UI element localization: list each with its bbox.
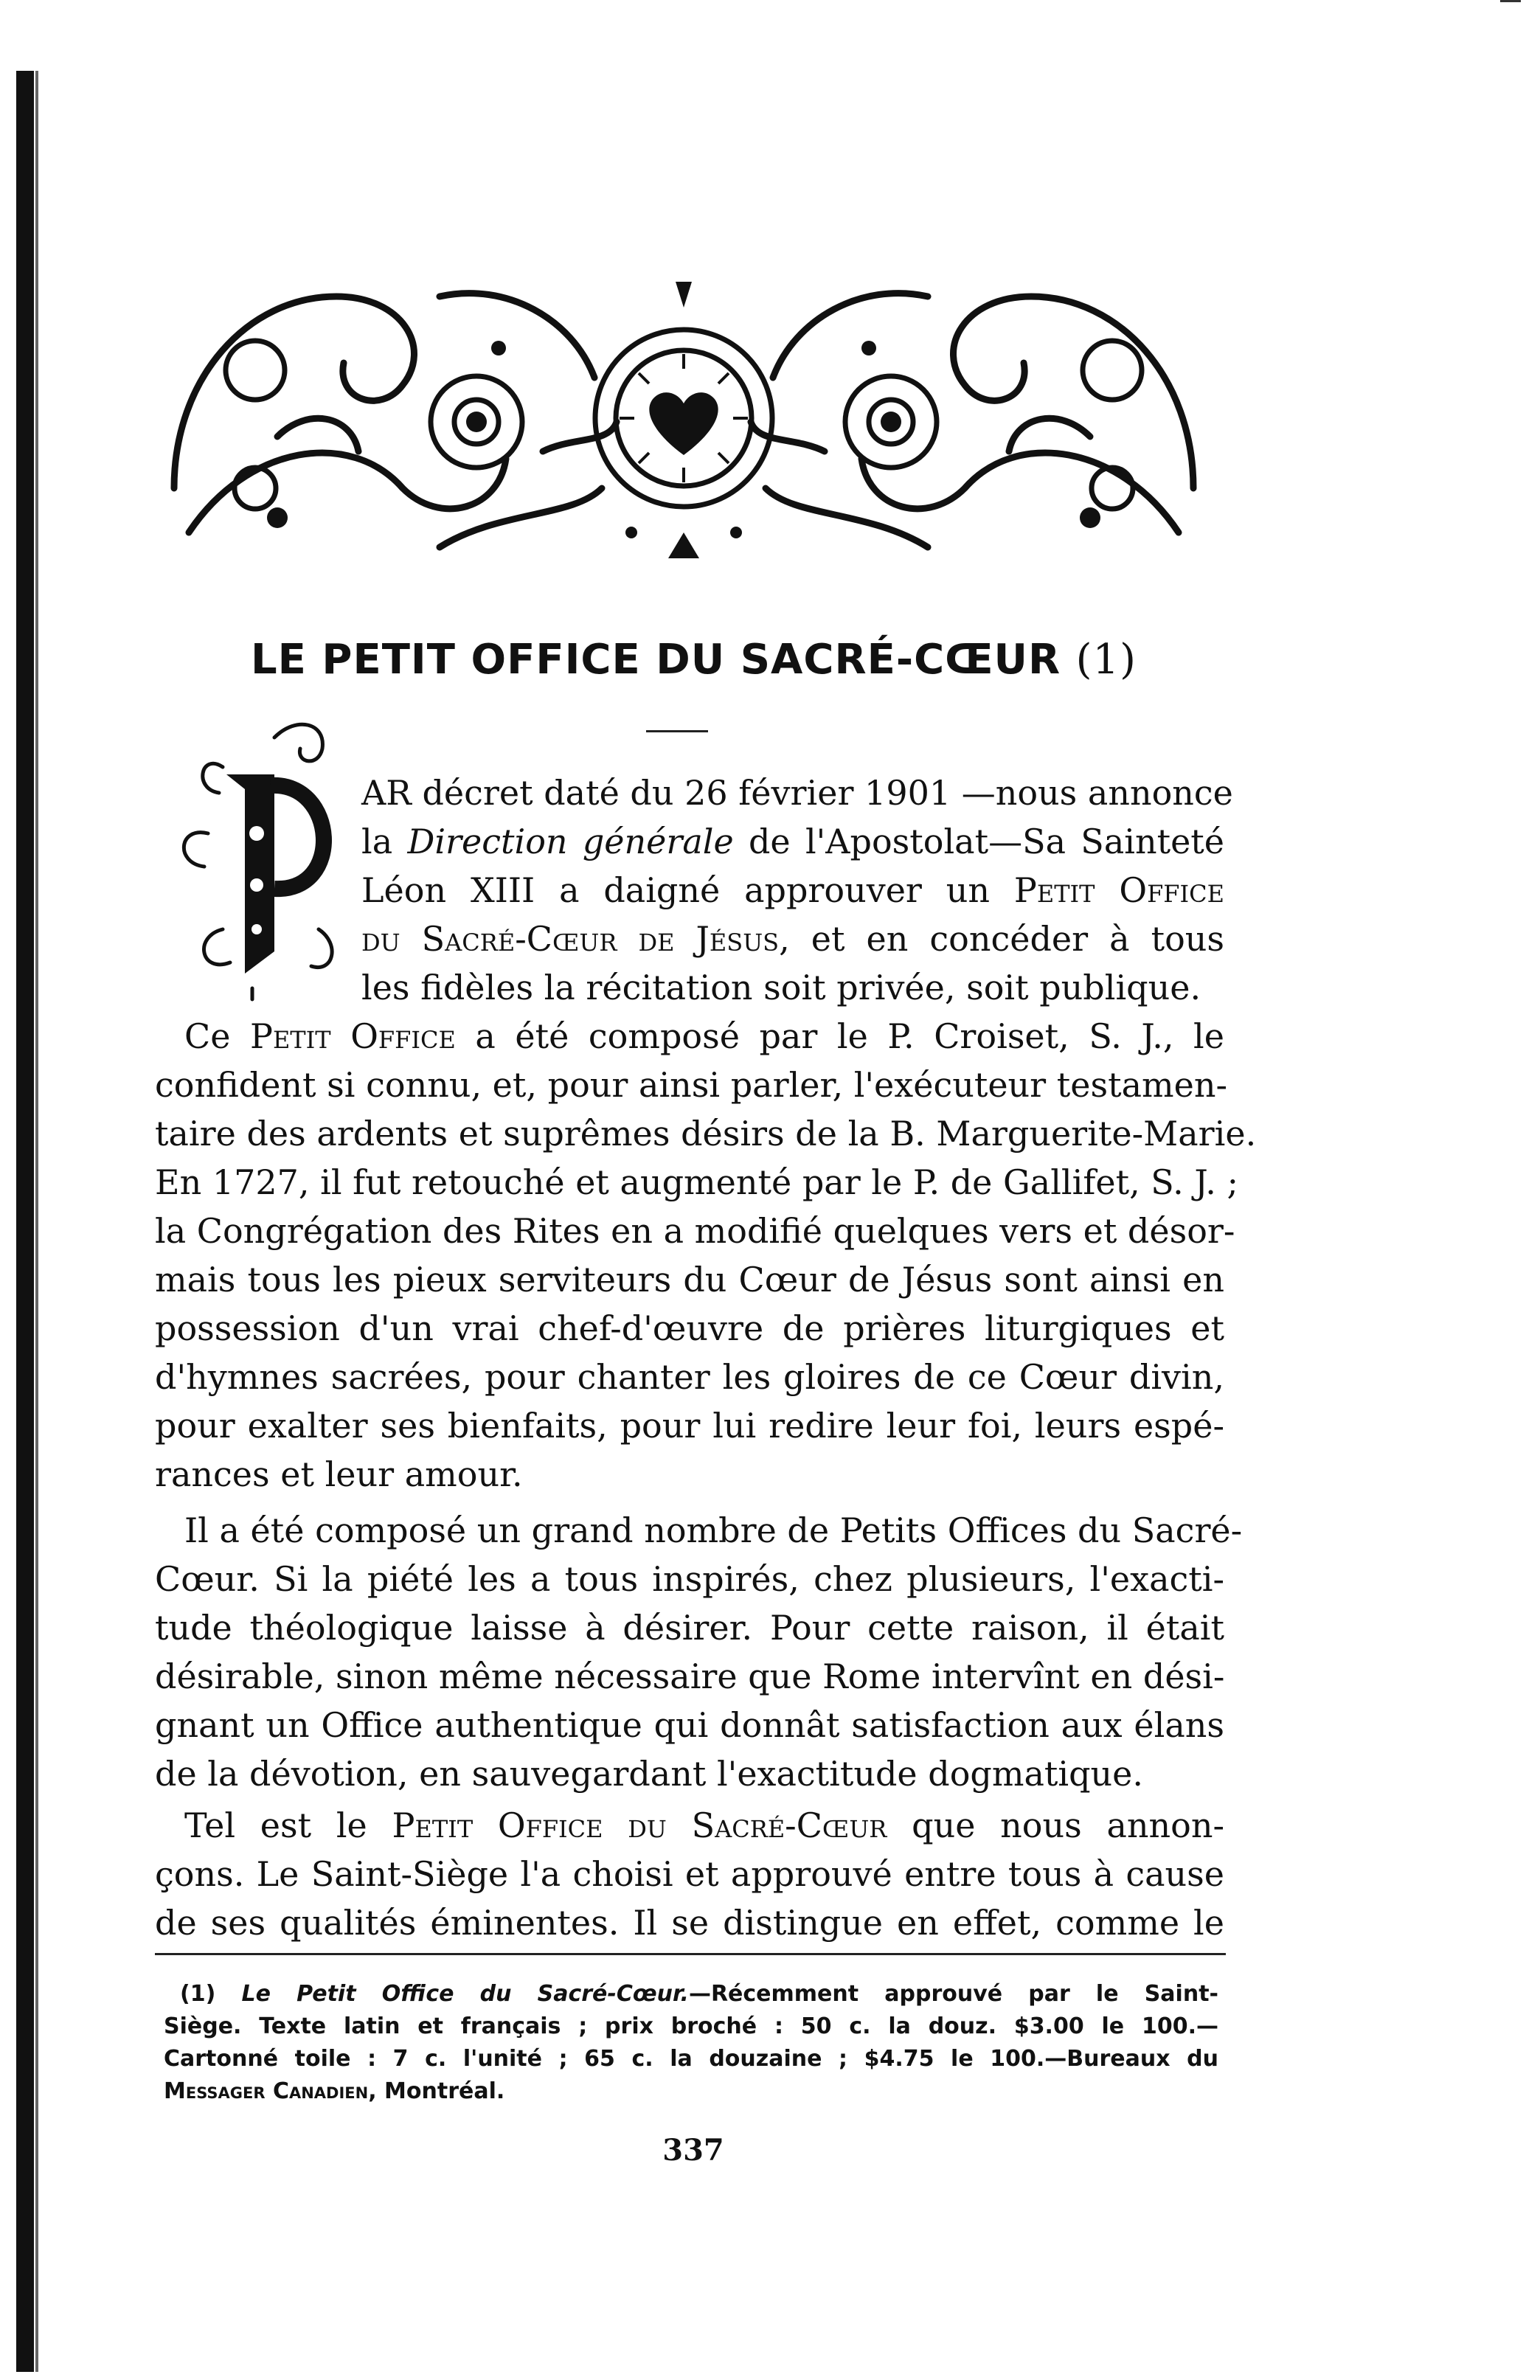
- page-number: 337: [662, 2133, 724, 2168]
- text-line: rances et leur amour.: [155, 1454, 523, 1494]
- text-line: possession d'un vrai chef-d'œuvre de prières liturgiques et: [155, 1308, 1224, 1348]
- text-line: gnant un Office authentique qui donnât satisfaction aux élans: [155, 1705, 1224, 1745]
- text-line: çons. Le Saint-Siège l'a choisi et approuvé entre tous à cause: [155, 1854, 1224, 1894]
- text-line: les fidèles la récitation soit privée, soit publique.: [361, 968, 1201, 1007]
- text-line: Ce Petit Office a été composé par le P. Croiset, S. J., le: [184, 1016, 1224, 1056]
- ornamental-headpiece: [159, 267, 1208, 568]
- text-line: d'hymnes sacrées, pour chanter les gloires de ce Cœur divin,: [155, 1357, 1224, 1397]
- text-line: de la dévotion, en sauvegardant l'exactitude dogmatique.: [155, 1754, 1144, 1794]
- text-line: taire des ardents et suprêmes désirs de la B. Marguerite-Marie.: [155, 1114, 1257, 1153]
- text-line: confident si connu, et, pour ainsi parler, l'exécuteur testamen-: [155, 1065, 1228, 1105]
- text-line: de ses qualités éminentes. Il se distingue en effet, comme le: [155, 1903, 1224, 1943]
- drop-cap-p-ornament: [164, 708, 370, 1003]
- scan-edge-mark: [1500, 0, 1521, 2]
- page-gutter-shadow: [16, 71, 34, 2372]
- footnote-line: Messager Canadien, Montréal.: [164, 2078, 505, 2104]
- title-divider: [646, 730, 708, 732]
- text-line: AR décret daté du 26 février 1901 —nous annonce: [361, 773, 1233, 813]
- text-line: Cœur. Si la piété les a tous inspirés, chez plusieurs, l'exacti-: [155, 1559, 1224, 1599]
- text-line: mais tous les pieux serviteurs du Cœur de Jésus sont ainsi en: [155, 1260, 1224, 1300]
- text-line: Il a été composé un grand nombre de Petits Offices du Sacré-: [184, 1510, 1243, 1550]
- text-line: la Direction générale de l'Apostolat—Sa Sainteté: [361, 822, 1224, 861]
- footnote-line: Cartonné toile : 7 c. l'unité ; 65 c. la douzaine ; $4.75 le 100.—Bureaux du: [164, 2046, 1218, 2072]
- footnote-line: (1) Le Petit Office du Sacré-Cœur.—Récemment approuvé par le Saint-: [180, 1981, 1218, 2007]
- text-line: tude théologique laisse à désirer. Pour cette raison, il était: [155, 1608, 1224, 1648]
- sacred-heart-icon: [649, 392, 718, 455]
- text-line: En 1727, il fut retouché et augmenté par le P. de Gallifet, S. J. ;: [155, 1162, 1239, 1202]
- page-gutter-line: [35, 71, 38, 2372]
- text-line: désirable, sinon même nécessaire que Rome intervînt en dési-: [155, 1656, 1225, 1696]
- footnote-line: Siège. Texte latin et français ; prix broché : 50 c. la douz. $3.00 le 100.—: [164, 2013, 1218, 2039]
- title-text: LE PETIT OFFICE DU SACRÉ-CŒUR: [251, 636, 1061, 684]
- text-line: Tel est le Petit Office du Sacré-Cœur que nous annon-: [184, 1805, 1224, 1845]
- text-line: Léon XIII a daigné approuver un Petit Office: [361, 870, 1224, 910]
- text-line: la Congrégation des Rites en a modifié quelques vers et désor-: [155, 1211, 1235, 1251]
- footnote-rule: [155, 1953, 1226, 1955]
- title-footnote-ref: (1): [1075, 636, 1137, 684]
- text-line: du Sacré-Cœur de Jésus, et en concéder à tous: [361, 919, 1225, 959]
- article-title: [251, 636, 1151, 684]
- text-line: pour exalter ses bienfaits, pour lui redire leur foi, leurs espé-: [155, 1406, 1224, 1446]
